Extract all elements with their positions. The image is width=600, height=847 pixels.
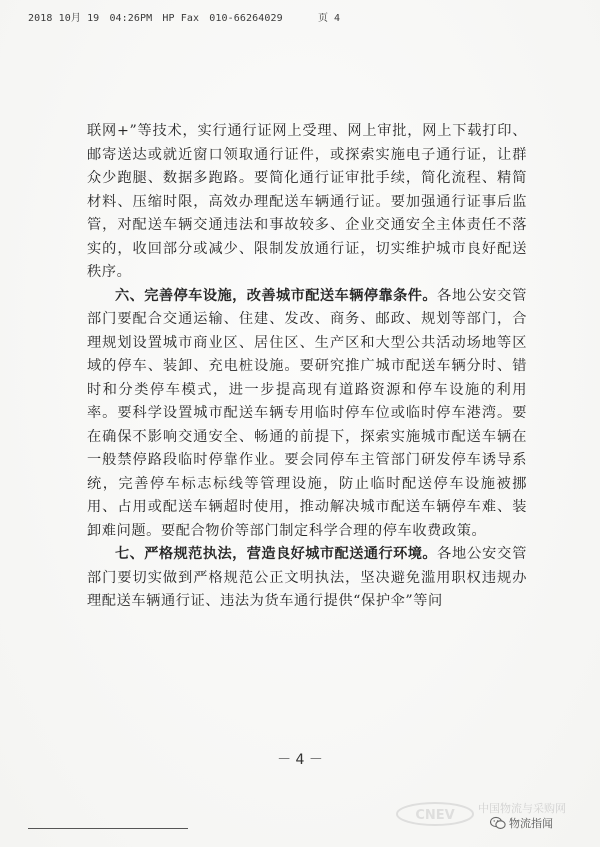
fax-number: 010-66264029 [209, 13, 283, 24]
wechat-account-mark [490, 815, 553, 831]
wechat-account-name: 物流指闻 [509, 817, 553, 830]
wechat-icon [490, 816, 506, 830]
bottom-rule [28, 828, 188, 829]
paragraph-section-6 [87, 285, 527, 544]
section-6-text: 各地公安交管部门要配合交通运输、住建、发改、商务、邮政、规划等部门，合理规划设置城市商业区、居住区、生产区和大型公共活动场地等区域的停车、装卸、充电桩设施。要研究推广城市配送车辆分时、错时和分类停车模式，进一步提高现有道路资源和停车设施的利用率。要科学设置城市配送车辆专用临时停车位或临时停车港湾。要在确保不影响交通安全、畅通的前提下，探索实施城市配送车辆在一般禁停路段临时停靠作业。要会同停车主管部门研发停车诱导系统，完善停车标志标线等管理设施，防止临时配送停车设施被挪用、占用或配送车辆超时使用，推动解决城市配送车辆停车难、装卸难问题。要配合物价等部门制定科学合理的停车收费政策。 [87, 287, 527, 539]
fax-device: HP Fax [162, 13, 200, 24]
paragraph-section-7 [87, 543, 527, 614]
watermark-site: 中国物流与采购网 [478, 802, 566, 815]
section-7-text: 各地公安交管部门要切实做到严格规范公正文明执法，坚决避免滥用职权违规办理配送车辆通行证、违法为货车通行提供“保护伞”等问 [87, 546, 527, 609]
section-7-heading: 七、严格规范执法，营造良好城市配送通行环境。 [115, 546, 438, 562]
page-number: － 4 － [277, 752, 323, 768]
fax-header [28, 9, 287, 24]
fax-page-label: 页 4 [318, 13, 341, 24]
fax-time: 04:26PM [109, 13, 153, 24]
fax-date: 2018 10月 19 [28, 13, 100, 24]
svg-text:CNEV: CNEV [415, 808, 455, 823]
section-6-heading: 六、完善停车设施，改善城市配送车辆停靠条件。 [115, 287, 438, 304]
document-body [87, 120, 527, 614]
paragraph-continuation: 联网+”等技术，实行通行证网上受理、网上审批，网上下载打印、邮寄送达或就近窗口领取通行证件，或探索实施电子通行证，让群众少跑腿、数据多跑路。要简化通行证审批手续，简化流程、精简材料、压缩时限，高效办理配送车辆通行证。要加强通行证事后监管，对配送车辆交通违法和事故较多、企业交通安全主体责任不落实的，收回部分或减少、限制发放通行证，切实维护城市良好配送秩序。 [87, 123, 527, 280]
watermark-logo [395, 796, 475, 828]
